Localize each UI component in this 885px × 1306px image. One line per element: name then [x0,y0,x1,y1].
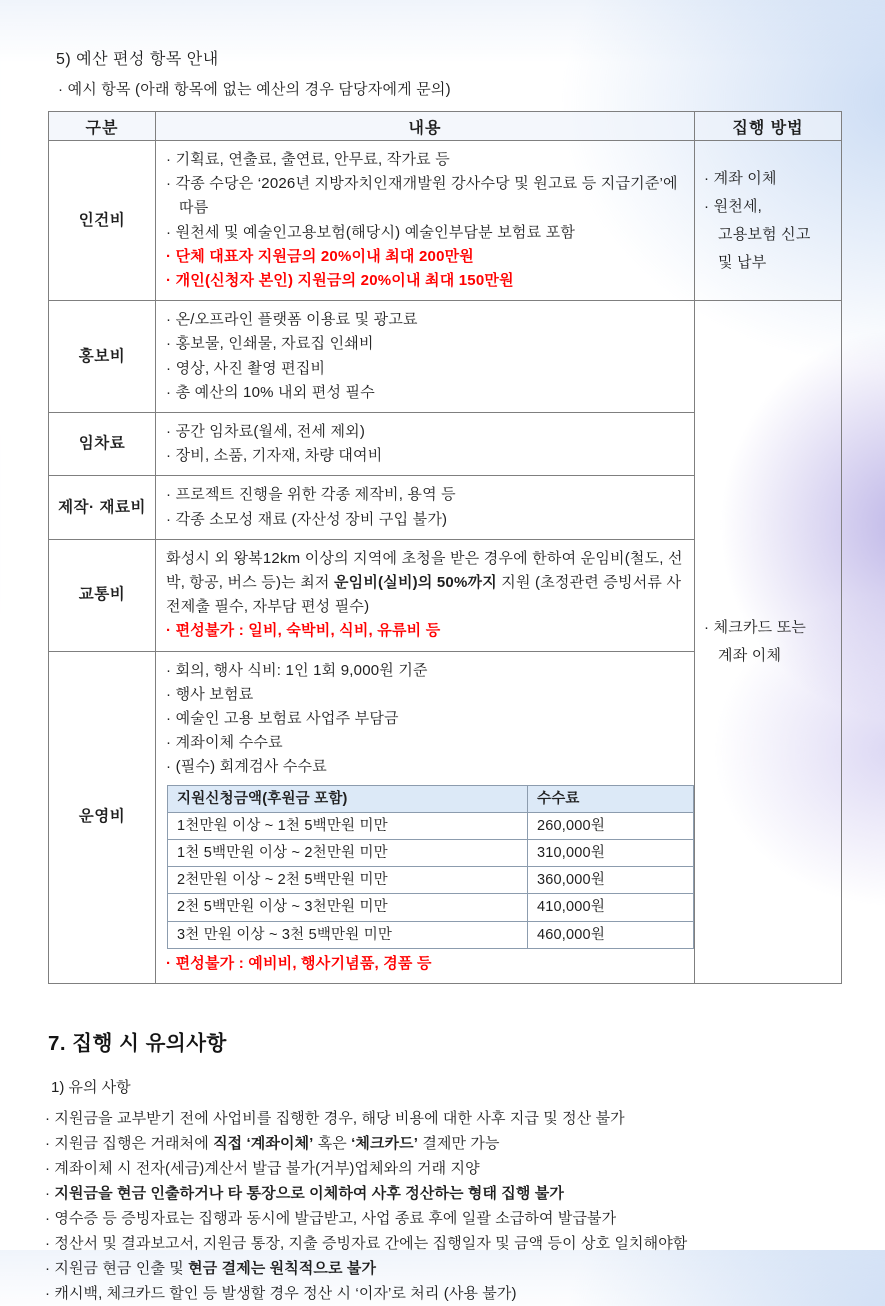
execution-method-cell [695,141,842,301]
note-line: · 지원금 집행은 거래처에 직접 ‘계좌이체’ 혹은 ‘체크카드’ 결제만 가능 [45,1135,500,1153]
note-line: · 정산서 및 결과보고서, 지원금 통장, 지출 증빙자료 간에는 집행일자 및 금액 등이 상호 일치해야함 [45,1235,688,1253]
section5-subtitle: · 예시 항목 (아래 항목에 없는 예산의 경우 담당자에게 문의) [58,81,451,98]
content-line: 화성시 외 왕복12km 이상의 지역에 초청을 받은 경우에 한하여 운임비(철도, 선박, 항공, 버스 등)는 최저 운임비(실비)의 50%까지 지원 (초정관련 증빙서류 사전제출 필수, 자부담 편성 필수) [166,549,683,616]
budget-row [49,141,842,301]
content-line: · 원천세 및 예술인고용보험(해당시) 예술인부담분 보험료 포함 [166,223,576,241]
execution-method-cell [695,301,842,984]
column-header-category: 구분 [49,112,156,141]
budget-content-cell [156,141,695,301]
fee-row [168,812,694,839]
content-line: · 홍보물, 인쇄물, 자료집 인쇄비 [166,335,374,353]
fee-cell: 1천만원 이상 ~ 1천 5백만원 미만 [168,812,528,839]
content-line: · 프로젝트 진행을 위한 각종 제작비, 용역 등 [166,486,456,504]
content-line: · 단체 대표자 지원금의 20%이내 최대 200만원 [166,247,475,265]
content-line: · 총 예산의 10% 내외 편성 필수 [166,383,375,401]
method-line: · 계좌 이체 [704,169,777,187]
content-line: · 예술인 고용 보험료 사업주 부담금 [166,710,399,728]
note-line: · 지원금을 현금 인출하거나 타 통장으로 이체하여 사후 정산하는 형태 집행 불가 [45,1185,564,1203]
budget-row [49,301,842,413]
budget-content-cell [156,413,695,476]
content-line: · (필수) 회계검사 수수료 [166,758,327,776]
method-line: · 원천세, [704,197,763,215]
content-line: · 각종 소모성 재료 (자산성 장비 구입 불가) [166,510,448,528]
fee-cell: 260,000원 [528,812,694,839]
fee-cell: 1천 5백만원 이상 ~ 2천만원 미만 [168,840,528,867]
method-line: 고용보험 신고 [718,225,811,243]
note-line: · 계좌이체 시 전자(세금)계산서 발급 불가(거부)업체와의 거래 지양 [45,1160,480,1178]
content-line: · 온/오프라인 플랫폼 이용료 및 광고료 [166,311,418,329]
column-header-content: 내용 [156,112,695,141]
budget-category-cell: 운영비 [49,651,156,983]
execution-notes-section [45,1026,841,1306]
method-line: · 체크카드 또는 [704,619,807,637]
content-line: · 장비, 소품, 기자재, 차량 대여비 [166,447,383,465]
note-line: · 캐시백, 체크카드 할인 등 발생할 경우 정산 시 ‘이자’로 처리 (사용 불가) [45,1285,517,1303]
budget-category-cell: 제작· 재료비 [49,476,156,539]
budget-category-cell: 임차료 [49,413,156,476]
budget-table [48,111,842,984]
budget-content-cell [156,539,695,651]
budget-content-cell [156,651,695,983]
fee-row [168,921,694,948]
budget-category-cell: 홍보비 [49,301,156,413]
budget-guide-section [48,46,841,984]
content-line: · 행사 보험료 [166,685,254,703]
content-line: · 편성불가 : 예비비, 행사기념품, 경품 등 [166,954,432,972]
budget-content-cell [156,476,695,539]
fee-row [168,867,694,894]
content-line: · 공간 임차료(월세, 전세 제외) [166,423,366,441]
budget-category-cell: 인건비 [49,141,156,301]
section7-subtitle: 1) 유의 사항 [51,1079,131,1097]
note-line: · 지원금을 교부받기 전에 사업비를 집행한 경우, 해당 비용에 대한 사후 지급 및 정산 불가 [45,1110,625,1128]
section5-title: 5) 예산 편성 항목 안내 [56,51,219,68]
content-line: · 편성불가 : 일비, 숙박비, 식비, 유류비 등 [166,622,441,640]
note-line: · 지원금 현금 인출 및 현금 결제는 원칙적으로 불가 [45,1260,377,1278]
budget-table-body [49,141,842,984]
fee-cell: 460,000원 [528,921,694,948]
fee-cell: 2천만원 이상 ~ 2천 5백만원 미만 [168,867,528,894]
fee-cell: 2천 5백만원 이상 ~ 3천만원 미만 [168,894,528,921]
fee-row [168,894,694,921]
note-line: · 영수증 등 증빙자료는 집행과 동시에 발급받고, 사업 종료 후에 일괄 소급하여 발급불가 [45,1210,617,1228]
column-header-method: 집행 방법 [695,112,842,141]
fee-cell: 410,000원 [528,894,694,921]
fee-cell: 310,000원 [528,840,694,867]
content-line: · 영상, 사진 촬영 편집비 [166,359,326,377]
fee-table [167,785,694,949]
method-line: 계좌 이체 [718,647,782,665]
budget-table-header-row [49,112,842,141]
fee-header-row [168,785,694,812]
fee-cell: 360,000원 [528,867,694,894]
content-line: · 개인(신청자 본인) 지원금의 20%이내 최대 150만원 [166,272,514,290]
budget-content-cell [156,301,695,413]
fee-header-cell: 수수료 [528,785,694,812]
fee-row [168,840,694,867]
notes-list [45,1106,841,1306]
fee-cell: 3천 만원 이상 ~ 3천 5백만원 미만 [168,921,528,948]
fee-header-cell: 지원신청금액(후원금 포함) [168,785,528,812]
content-line: · 회의, 행사 식비: 1인 1회 9,000원 기준 [166,661,428,679]
content-line: · 각종 수당은 ‘2026년 지방자치인재개발원 강사수당 및 원고료 등 지급기준’에 따름 [166,175,678,217]
budget-category-cell: 교통비 [49,539,156,651]
content-line: · 계좌이체 수수료 [166,734,283,752]
method-line: 및 납부 [718,253,767,271]
section7-title: 7. 집행 시 유의사항 [48,1032,227,1056]
content-line: · 기획료, 연출료, 출연료, 안무료, 작가료 등 [166,151,450,168]
